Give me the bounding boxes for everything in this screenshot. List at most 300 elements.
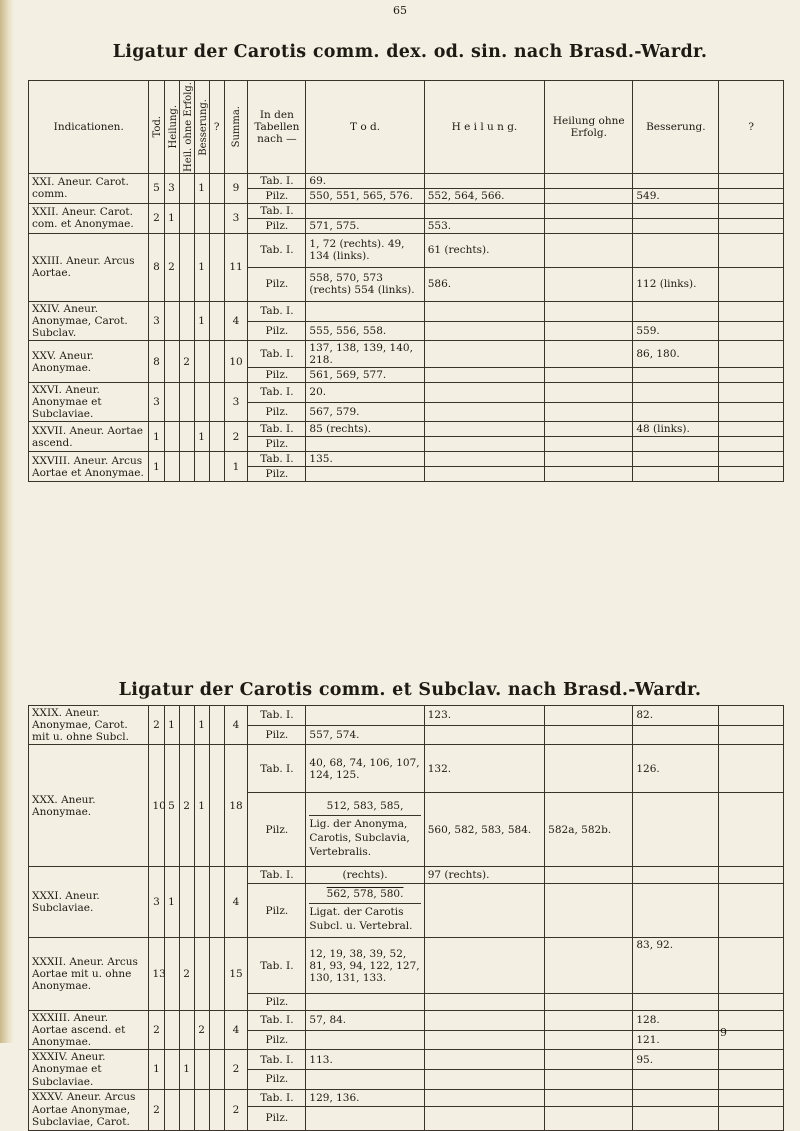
cases-tod: 571, 575. (306, 218, 424, 233)
cases-besserung: 82. (633, 706, 719, 726)
cases-besserung (633, 467, 719, 482)
cases-besserung: 559. (633, 321, 719, 341)
count-tod: 13 (149, 938, 164, 1011)
cases-question (719, 203, 784, 218)
count-heil-ohne-erfolg (179, 422, 194, 452)
cases-tod (306, 706, 424, 726)
count-heilung: 1 (164, 867, 179, 938)
count-besserung: 1 (194, 422, 209, 452)
count-besserung: 1 (194, 745, 209, 867)
cases-besserung (633, 867, 719, 884)
count-summa: 2 (224, 1050, 248, 1089)
count-question (209, 745, 224, 867)
cases-tod: 69. (306, 173, 424, 188)
cases-besserung (633, 884, 719, 938)
ligature-note: Ligat. der Carotis Subcl. u. Vertebral. (309, 903, 420, 933)
indication-cell: XXIX. Aneur. Anonymae, Carot. mit u. ohne Subcl. (29, 706, 149, 745)
cases-tod (306, 1030, 424, 1050)
cases-tod: 561, 569, 577. (306, 368, 424, 383)
cases-ohne-erfolg (545, 745, 633, 793)
cases-question (719, 884, 784, 938)
count-besserung: 1 (194, 301, 209, 340)
source-pilz: Pilz. (248, 218, 306, 233)
table-row (29, 745, 784, 793)
count-question (209, 452, 224, 482)
count-heilung: 2 (164, 233, 179, 301)
cases-besserung (633, 1106, 719, 1130)
cases-ohne-erfolg (545, 341, 633, 368)
ligature-table-carotis (28, 80, 784, 482)
cases-heilung (424, 1069, 544, 1089)
count-question (209, 422, 224, 452)
count-tod: 10 (149, 745, 164, 867)
cases-besserung: 121. (633, 1030, 719, 1050)
cases-heilung (424, 938, 544, 994)
count-besserung (194, 867, 209, 938)
cases-heilung (424, 402, 544, 422)
source-tab: Tab. I. (248, 341, 306, 368)
cases-ohne-erfolg (545, 422, 633, 437)
cases-besserung (633, 793, 719, 867)
cases-question (719, 173, 784, 188)
cases-besserung: 48 (links). (633, 422, 719, 437)
count-summa: 2 (224, 1089, 248, 1130)
cases-tod (306, 203, 424, 218)
cases-ohne-erfolg (545, 267, 633, 301)
count-heilung: 1 (164, 706, 179, 745)
source-pilz: Pilz. (248, 994, 306, 1011)
count-besserung (194, 1050, 209, 1089)
cases-tod (306, 1106, 424, 1130)
cases-ohne-erfolg (545, 1106, 633, 1130)
count-heilung: 3 (164, 173, 179, 203)
cases-question (719, 233, 784, 267)
cases-heilung (424, 173, 544, 188)
header-besserung: Besserung. (194, 81, 209, 174)
table-row (29, 233, 784, 267)
source-pilz: Pilz. (248, 402, 306, 422)
cases-question (719, 301, 784, 321)
source-pilz: Pilz. (248, 267, 306, 301)
cases-tod (306, 301, 424, 321)
header-question-cases: ? (719, 81, 784, 174)
header-tabellen: In den Tabellen nach — (248, 81, 306, 174)
cases-heilung (424, 422, 544, 437)
count-summa: 18 (224, 745, 248, 867)
count-question (209, 867, 224, 938)
count-besserung: 1 (194, 233, 209, 301)
table-row (29, 422, 784, 437)
count-summa: 4 (224, 867, 248, 938)
source-tab: Tab. I. (248, 867, 306, 884)
cases-ohne-erfolg (545, 467, 633, 482)
cases-tod-list: 512, 583, 585, (326, 800, 404, 813)
cases-heilung (424, 884, 544, 938)
source-tab: Tab. I. (248, 706, 306, 726)
count-besserung (194, 203, 209, 233)
cases-besserung: 95. (633, 1050, 719, 1070)
count-summa: 1 (224, 452, 248, 482)
count-question (209, 233, 224, 301)
cases-heilung (424, 368, 544, 383)
cases-tod (306, 437, 424, 452)
cases-ohne-erfolg (545, 884, 633, 938)
indication-cell: XXX. Aneur. Anonymae. (29, 745, 149, 867)
cases-tod (306, 467, 424, 482)
cases-besserung (633, 173, 719, 188)
table-row (29, 938, 784, 994)
cases-question (719, 368, 784, 383)
cases-tod: 137, 138, 139, 140, 218. (306, 341, 424, 368)
cases-heilung (424, 1089, 544, 1106)
cases-heilung: 553. (424, 218, 544, 233)
cases-heilung (424, 452, 544, 467)
cases-question (719, 1106, 784, 1130)
count-summa: 9 (224, 173, 248, 203)
cases-heilung (424, 725, 544, 745)
cases-ohne-erfolg (545, 994, 633, 1011)
count-tod: 3 (149, 867, 164, 938)
source-tab: Tab. I. (248, 1089, 306, 1106)
page-spine (0, 0, 14, 1043)
cases-question (719, 725, 784, 745)
count-besserung: 2 (194, 1011, 209, 1050)
count-heil-ohne-erfolg (179, 1011, 194, 1050)
source-pilz: Pilz. (248, 368, 306, 383)
count-besserung: 1 (194, 706, 209, 745)
source-pilz: Pilz. (248, 188, 306, 203)
cases-question (719, 267, 784, 301)
cases-ohne-erfolg (545, 1069, 633, 1089)
cases-besserung: 112 (links). (633, 267, 719, 301)
table-row (29, 203, 784, 218)
cases-question (719, 793, 784, 867)
count-heil-ohne-erfolg: 1 (179, 1050, 194, 1089)
count-heilung (164, 1050, 179, 1089)
cases-besserung: 86, 180. (633, 341, 719, 368)
cases-question (719, 422, 784, 437)
ligature-note: Lig. der Anonyma, Carotis, Subclavia, Vertebralis. (309, 815, 420, 859)
cases-heilung: 97 (rechts). (424, 867, 544, 884)
count-tod: 5 (149, 173, 164, 203)
cases-question (719, 1069, 784, 1089)
cases-besserung: 126. (633, 745, 719, 793)
cases-ohne-erfolg (545, 1089, 633, 1106)
cases-question (719, 452, 784, 467)
cases-question (719, 745, 784, 793)
count-summa: 15 (224, 938, 248, 1011)
source-pilz: Pilz. (248, 884, 306, 938)
count-heilung (164, 422, 179, 452)
cases-besserung (633, 402, 719, 422)
source-tab: Tab. I. (248, 422, 306, 437)
cases-tod: 85 (rechts). (306, 422, 424, 437)
indication-cell: XXXIV. Aneur. Anonymae et Subclaviae. (29, 1050, 149, 1089)
cases-tod (306, 994, 424, 1011)
header-besserung-cases: Besserung. (633, 81, 719, 174)
cases-ohne-erfolg (545, 218, 633, 233)
cases-heilung (424, 341, 544, 368)
page-number: 65 (393, 4, 407, 17)
indication-cell: XXVIII. Aneur. Arcus Aortae et Anonymae. (29, 452, 149, 482)
source-pilz: Pilz. (248, 725, 306, 745)
cases-ohne-erfolg (545, 452, 633, 467)
cases-ohne-erfolg (545, 1050, 633, 1070)
count-heil-ohne-erfolg (179, 867, 194, 938)
count-besserung (194, 383, 209, 422)
count-heil-ohne-erfolg: 2 (179, 745, 194, 867)
cases-tod: 557, 574. (306, 725, 424, 745)
cases-question (719, 437, 784, 452)
cases-besserung (633, 725, 719, 745)
cases-tod: 135. (306, 452, 424, 467)
cases-ohne-erfolg (545, 188, 633, 203)
count-heil-ohne-erfolg (179, 233, 194, 301)
cases-ohne-erfolg (545, 1030, 633, 1050)
count-heilung (164, 341, 179, 383)
count-summa: 4 (224, 301, 248, 340)
source-pilz: Pilz. (248, 437, 306, 452)
cases-ohne-erfolg (545, 1011, 633, 1031)
count-heilung (164, 938, 179, 1011)
count-heil-ohne-erfolg: 2 (179, 341, 194, 383)
count-summa: 11 (224, 233, 248, 301)
count-besserung (194, 938, 209, 1011)
count-tod: 2 (149, 1089, 164, 1130)
table-row (29, 173, 784, 188)
cases-question (719, 467, 784, 482)
cases-heilung (424, 437, 544, 452)
header-ohne-erfolg-cases: Heilung ohne Erfolg. (545, 81, 633, 174)
header-heilung-cases: H e i l u n g. (424, 81, 544, 174)
cases-ohne-erfolg (545, 402, 633, 422)
cases-heilung (424, 1030, 544, 1050)
count-heilung (164, 383, 179, 422)
cases-tod (306, 1069, 424, 1089)
count-heil-ohne-erfolg (179, 203, 194, 233)
count-question (209, 173, 224, 203)
count-tod: 8 (149, 233, 164, 301)
cases-tod: 40, 68, 74, 106, 107, 124, 125. (306, 745, 424, 793)
table-row (29, 301, 784, 321)
count-heilung (164, 1089, 179, 1130)
cases-ohne-erfolg (545, 437, 633, 452)
table-row (29, 341, 784, 368)
cases-besserung: 549. (633, 188, 719, 203)
count-besserung (194, 452, 209, 482)
cases-question (719, 867, 784, 884)
cases-ohne-erfolg (545, 301, 633, 321)
cases-heilung: 123. (424, 706, 544, 726)
cases-tod: 57, 84. (306, 1011, 424, 1031)
cases-tod: 129, 136. (306, 1089, 424, 1106)
indication-cell: XXXII. Aneur. Arcus Aortae mit u. ohne Anonymae. (29, 938, 149, 1011)
source-pilz: Pilz. (248, 1106, 306, 1130)
cases-question (719, 383, 784, 403)
cases-question (719, 1011, 784, 1031)
count-heilung: 5 (164, 745, 179, 867)
count-question (209, 1050, 224, 1089)
count-besserung (194, 341, 209, 383)
indication-cell: XXIII. Aneur. Arcus Aortae. (29, 233, 149, 301)
cases-ohne-erfolg (545, 867, 633, 884)
header-tod: Tod. (149, 81, 164, 174)
source-tab: Tab. I. (248, 203, 306, 218)
cases-tod: 555, 556, 558. (306, 321, 424, 341)
table-row (29, 452, 784, 467)
ligature-table-carotis-subclavia (28, 705, 784, 1131)
cases-ohne-erfolg (545, 725, 633, 745)
count-heil-ohne-erfolg (179, 452, 194, 482)
indication-cell: XXXV. Aneur. Arcus Aortae Anonymae, Subclaviae, Carot. (29, 1089, 149, 1130)
count-heil-ohne-erfolg (179, 1089, 194, 1130)
count-heilung (164, 301, 179, 340)
count-summa: 2 (224, 422, 248, 452)
indication-cell: XXXI. Aneur. Subclaviae. (29, 867, 149, 938)
indication-cell: XXVII. Aneur. Aortae ascend. (29, 422, 149, 452)
cases-ohne-erfolg (545, 173, 633, 188)
source-tab: Tab. I. (248, 1011, 306, 1031)
cases-heilung (424, 383, 544, 403)
table-row (29, 867, 784, 884)
cases-question (719, 188, 784, 203)
header-summa: Summa. (224, 81, 248, 174)
cases-ohne-erfolg (545, 203, 633, 218)
source-pilz: Pilz. (248, 793, 306, 867)
indication-cell: XXII. Aneur. Carot. com. et Anonymae. (29, 203, 149, 233)
cases-besserung (633, 383, 719, 403)
table-row (29, 1089, 784, 1106)
cases-tod: 558, 570, 573 (rechts) 554 (links). (306, 267, 424, 301)
count-question (209, 383, 224, 422)
cases-tod: 550, 551, 565, 576. (306, 188, 424, 203)
table-row (29, 1050, 784, 1070)
count-question (209, 1011, 224, 1050)
count-tod: 8 (149, 341, 164, 383)
cases-heilung: 552, 564, 566. (424, 188, 544, 203)
header-question: ? (209, 81, 224, 174)
count-question (209, 706, 224, 745)
cases-question (719, 341, 784, 368)
count-tod: 3 (149, 383, 164, 422)
cases-question (719, 994, 784, 1011)
source-tab: Tab. I. (248, 1050, 306, 1070)
count-summa: 10 (224, 341, 248, 383)
cases-besserung (633, 994, 719, 1011)
indication-cell: XXV. Aneur. Anonymae. (29, 341, 149, 383)
cases-besserung (633, 218, 719, 233)
cases-ohne-erfolg (545, 706, 633, 726)
cases-heilung (424, 1011, 544, 1031)
count-summa: 3 (224, 203, 248, 233)
section-title-carotis: Ligatur der Carotis comm. dex. od. sin. nach Brasd.-Wardr. (112, 42, 708, 62)
source-tab: Tab. I. (248, 301, 306, 321)
cases-besserung (633, 203, 719, 218)
count-question (209, 1089, 224, 1130)
count-heil-ohne-erfolg: 2 (179, 938, 194, 1011)
indication-cell: XXIV. Aneur. Anonymae, Carot. Subclav. (29, 301, 149, 340)
cases-heilung: 560, 582, 583, 584. (424, 793, 544, 867)
count-heilung (164, 1011, 179, 1050)
cases-tod (306, 793, 424, 867)
count-summa: 4 (224, 706, 248, 745)
cases-besserung (633, 368, 719, 383)
cases-tod: 12, 19, 38, 39, 52, 81, 93, 94, 122, 127, 130, 131, 133. (306, 938, 424, 994)
cases-question (719, 938, 784, 994)
cases-ohne-erfolg (545, 233, 633, 267)
source-pilz: Pilz. (248, 1030, 306, 1050)
cases-question (719, 1089, 784, 1106)
cases-besserung: 83, 92. (633, 938, 719, 994)
table-row (29, 1011, 784, 1031)
source-tab: Tab. I. (248, 173, 306, 188)
source-tab: Tab. I. (248, 745, 306, 793)
cases-tod (306, 884, 424, 938)
count-question (209, 301, 224, 340)
count-tod: 1 (149, 1050, 164, 1089)
cases-besserung (633, 452, 719, 467)
cases-besserung: 128. (633, 1011, 719, 1031)
section-title-carotis-subclavia: Ligatur der Carotis comm. et Subclav. nach Brasd.-Wardr. (118, 680, 702, 700)
count-tod: 2 (149, 203, 164, 233)
cases-question (719, 321, 784, 341)
indication-cell: XXI. Aneur. Carot. comm. (29, 173, 149, 203)
cases-question (719, 706, 784, 726)
cases-heilung (424, 1106, 544, 1130)
source-tab: Tab. I. (248, 452, 306, 467)
cases-question (719, 218, 784, 233)
count-tod: 3 (149, 301, 164, 340)
count-tod: 2 (149, 706, 164, 745)
header-indication: Indicationen. (29, 81, 149, 174)
count-summa: 3 (224, 383, 248, 422)
source-tab: Tab. I. (248, 383, 306, 403)
cases-question (719, 1050, 784, 1070)
count-summa: 4 (224, 1011, 248, 1050)
header-heil-ohne-erfolg: Heil. ohne Erfolg. (179, 81, 194, 174)
header-heilung: Heilung. (164, 81, 179, 174)
indication-cell: XXXIII. Aneur. Aortae ascend. et Anonymae. (29, 1011, 149, 1050)
count-tod: 1 (149, 452, 164, 482)
source-pilz: Pilz. (248, 1069, 306, 1089)
cases-heilung (424, 994, 544, 1011)
cases-tod: 567, 579. (306, 402, 424, 422)
signature-mark: 9 (720, 1026, 727, 1039)
cases-ohne-erfolg (545, 321, 633, 341)
table-row (29, 706, 784, 726)
cases-besserung (633, 1069, 719, 1089)
cases-tod-list: 562, 578, 580. (326, 888, 404, 901)
source-tab: Tab. I. (248, 233, 306, 267)
cases-ohne-erfolg (545, 368, 633, 383)
count-besserung (194, 1089, 209, 1130)
header-tod-cases: T o d. (306, 81, 424, 174)
source-tab: Tab. I. (248, 938, 306, 994)
cases-ohne-erfolg (545, 383, 633, 403)
cases-heilung (424, 467, 544, 482)
source-pilz: Pilz. (248, 321, 306, 341)
cases-heilung: 586. (424, 267, 544, 301)
count-heil-ohne-erfolg (179, 173, 194, 203)
source-pilz: Pilz. (248, 467, 306, 482)
cases-ohne-erfolg: 582a, 582b. (545, 793, 633, 867)
indication-cell: XXVI. Aneur. Anonymae et Subclaviae. (29, 383, 149, 422)
count-question (209, 341, 224, 383)
cases-besserung (633, 1089, 719, 1106)
cases-tod: 1, 72 (rechts). 49, 134 (links). (306, 233, 424, 267)
cases-besserung (633, 233, 719, 267)
count-heilung (164, 452, 179, 482)
